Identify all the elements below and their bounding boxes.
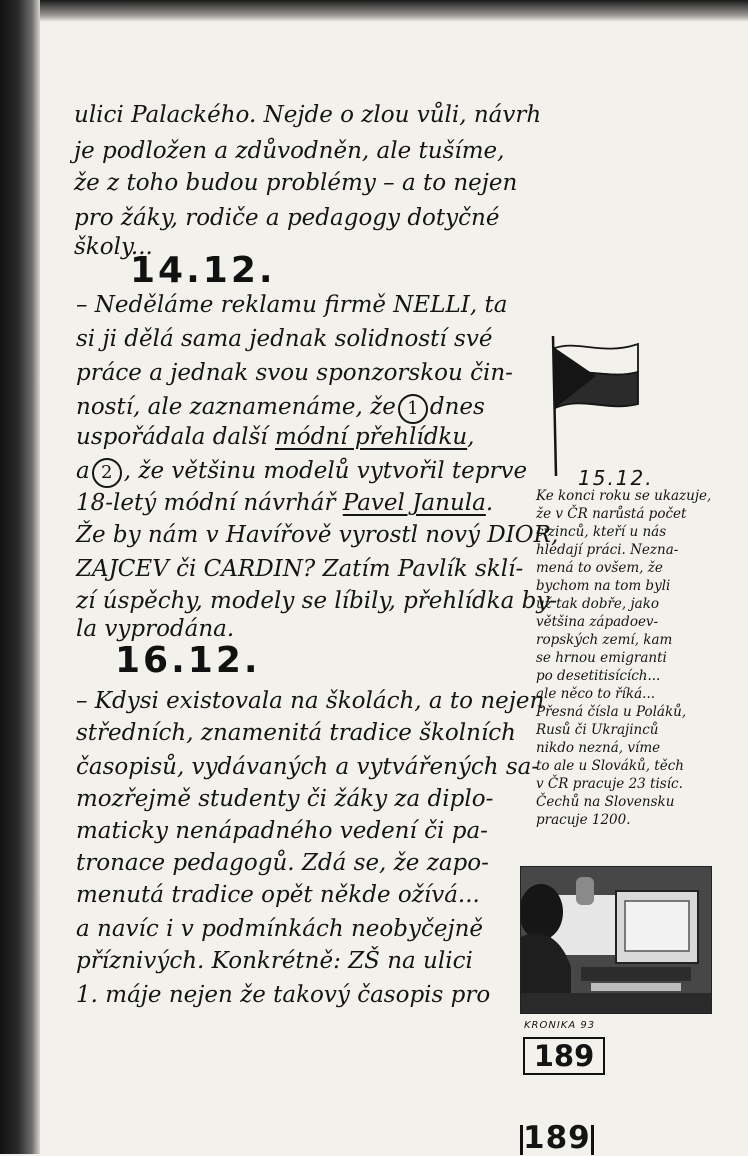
text-line: školy... — [74, 234, 153, 260]
computer-photo-image — [521, 867, 711, 1013]
text-line: – Neděláme reklamu firmě NELLI, ta — [76, 292, 508, 318]
underlined-phrase: módní přehlídku — [274, 424, 468, 450]
circled-number: 1 — [398, 394, 428, 424]
page-number-footer — [520, 1120, 594, 1156]
page-number: 189 — [523, 1120, 591, 1156]
sidebar-line: bychom na tom byli — [536, 578, 671, 594]
text-fragment: a — [76, 458, 90, 484]
sidebar-line: hledají práci. Nezna- — [536, 542, 679, 558]
sidebar-line: pracuje 1200. — [536, 812, 631, 828]
page-top-shadow — [40, 0, 748, 22]
text-line: ZAJCEV či CARDIN? Zatím Pavlík sklí- — [76, 556, 524, 582]
sidebar-line: v ČR pracuje 23 tisíc. — [536, 776, 683, 792]
text-line: ulici Palackého. Nejde o zlou vůli, návrh — [74, 102, 542, 128]
sidebar-line: že v ČR narůstá počet — [536, 506, 687, 522]
sidebar-line: cizinců, kteří u nás — [536, 524, 667, 540]
text-line: časopisů, vydávaných a vytvářených sa- — [76, 754, 540, 780]
text-line — [76, 492, 493, 515]
sidebar-line: většina západoev- — [536, 614, 659, 630]
sidebar-line: nikdo nezná, víme — [536, 740, 661, 756]
underlined-name: Pavel Janula — [342, 490, 486, 516]
text-line: si ji dělá sama jednak solidností své — [76, 326, 493, 352]
sidebar-line: Ke konci roku se ukazuje, — [536, 488, 712, 504]
sidebar-date: 15.12. — [578, 466, 654, 490]
text-line: pro žáky, rodiče a pedagogy dotyčné — [74, 205, 500, 231]
kronika-label: KRONIKA 93 — [524, 1020, 596, 1031]
text-line: – Kdysi existovala na školách, a to nejen — [76, 688, 545, 714]
text-line: zí úspěchy, modely se líbily, přehlídka by- — [76, 588, 558, 614]
czech-flag-icon — [548, 336, 643, 476]
sidebar-line: už tak dobře, jako — [536, 596, 660, 612]
sidebar-line: Čechů na Slovensku — [536, 794, 675, 810]
text-line: příznivých. Konkrétně: ZŠ na ulici — [76, 948, 473, 974]
text-fragment: , — [467, 424, 475, 450]
text-line: že z toho budou problémy – a to nejen — [74, 170, 518, 196]
text-line: středních, znamenitá tradice školních — [76, 720, 516, 746]
sidebar-line: se hrnou emigranti — [536, 650, 667, 666]
circled-number: 2 — [92, 458, 122, 488]
text-line: maticky nenápadného vedení či pa- — [76, 818, 488, 844]
text-line: menutá tradice opět někde ožívá... — [76, 882, 480, 908]
entry-date-14-12: 14.12. — [130, 250, 276, 291]
text-line: práce a jednak svou sponzorskou čin- — [76, 360, 513, 386]
text-fragment: ností, ale zaznamenáme, že — [76, 394, 396, 420]
text-line: Že by nám v Havířově vyrostl nový DIOR, — [76, 522, 559, 548]
text-line — [76, 394, 485, 424]
page-number-box: 189 — [523, 1037, 605, 1075]
sidebar-line: ropských zemí, kam — [536, 632, 673, 648]
entry-date-16-12: 16.12. — [115, 640, 261, 681]
text-line: je podložen a zdůvodněn, ale tušíme, — [74, 138, 505, 164]
text-line: mozřejmě studenty či žáky za diplo- — [76, 786, 494, 812]
text-fragment: . — [485, 490, 494, 516]
sidebar-line: Přesná čísla u Poláků, — [536, 704, 687, 720]
text-line: a navíc i v podmínkách neobyčejně — [76, 916, 484, 942]
divider — [591, 1125, 594, 1155]
text-line — [76, 458, 527, 488]
sidebar-line: mená to ovšem, že — [536, 560, 663, 576]
text-fragment: uspořádala další — [76, 424, 275, 450]
computer-photo — [520, 866, 712, 1014]
sidebar-line: po desetitisících... — [536, 668, 661, 684]
text-line: la vyprodána. — [76, 616, 235, 642]
sidebar-line: to ale u Slováků, těch — [536, 758, 684, 774]
text-line — [76, 426, 474, 449]
text-line: tronace pedagogů. Zdá se, že zapo- — [76, 850, 489, 876]
book-binding-shadow — [0, 0, 40, 1154]
text-fragment: , že většinu modelů vytvořil teprve — [123, 458, 528, 484]
text-fragment: dnes — [429, 394, 485, 420]
text-fragment: 18-letý módní návrhář — [76, 490, 343, 516]
text-line: 1. máje nejen že takový časopis pro — [76, 982, 491, 1008]
sidebar-line: Rusů či Ukrajinců — [536, 722, 659, 738]
sidebar-line: ale něco to říká... — [536, 686, 656, 702]
